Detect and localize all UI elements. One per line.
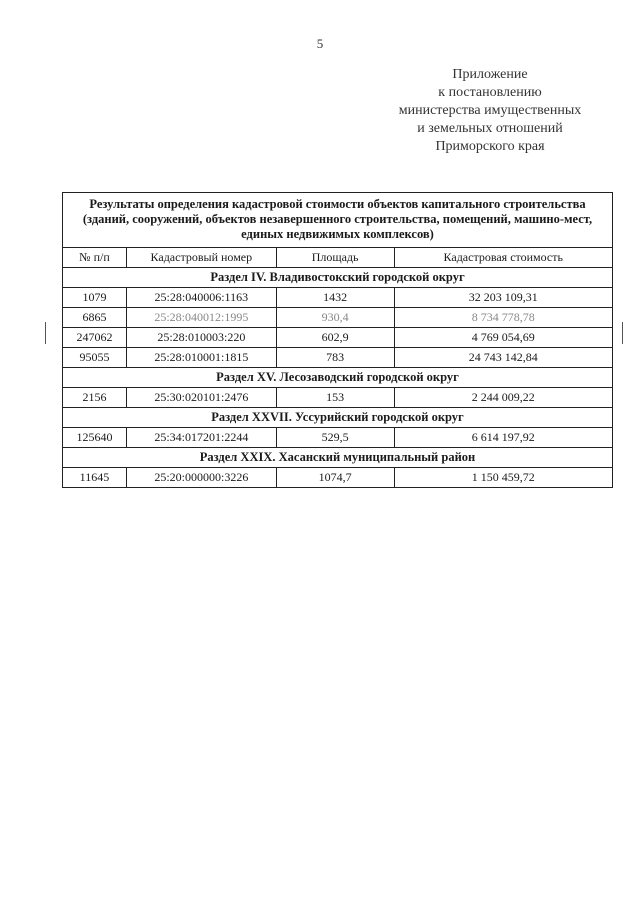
appendix-line: к постановлению [438,85,542,100]
cadastral-number: 25:28:040006:1163 [126,288,276,308]
row-number: 11645 [63,468,127,488]
area: 930,4 [276,308,394,328]
section-title: Раздел XV. Лесозаводский городской округ [63,368,613,388]
cadastral-value: 32 203 109,31 [394,288,613,308]
table-row [63,388,613,408]
cadastral-value: 2 244 009,22 [394,388,613,408]
column-header: Кадастровый номер [126,248,276,268]
section-title: Раздел IV. Владивостокский городской округ [63,268,613,288]
cadastral-value: 8 734 778,78 [394,308,613,328]
cadastral-table-wrapper [62,192,613,488]
cadastral-number: 25:28:010001:1815 [126,348,276,368]
table-row [63,468,613,488]
appendix-line: министерства имущественных [398,103,582,118]
table-row [63,328,613,348]
cadastral-value: 4 769 054,69 [394,328,613,348]
cadastral-value-table [62,192,613,488]
cadastral-number: 25:20:000000:3226 [126,468,276,488]
row-number: 95055 [63,348,127,368]
table-row [63,308,613,328]
cadastral-number: 25:28:010003:220 [126,328,276,348]
caption-line: Результаты определения кадастровой стоимости объектов капитального строительства [89,197,586,211]
section-title: Раздел XXIX. Хасанский муниципальный район [63,448,613,468]
cadastral-number: 25:34:017201:2244 [126,428,276,448]
cadastral-value: 6 614 197,92 [394,428,613,448]
table-row [63,348,613,368]
area: 783 [276,348,394,368]
row-number: 125640 [63,428,127,448]
scan-mark-left [45,322,46,344]
table-row [63,428,613,448]
table-row [63,288,613,308]
column-header: № п/п [63,248,127,268]
cadastral-number: 25:28:040012:1995 [126,308,276,328]
area: 1432 [276,288,394,308]
page-number: 5 [316,36,324,51]
caption-line: (зданий, сооружений, объектов незавершенного строительства, помещений, машино-мест, [82,212,593,226]
table-caption [63,193,613,248]
column-header: Площадь [276,248,394,268]
area: 529,5 [276,428,394,448]
row-number: 247062 [63,328,127,348]
row-number: 6865 [63,308,127,328]
appendix-block [380,66,600,156]
cadastral-value: 24 743 142,84 [394,348,613,368]
section-title: Раздел XXVII. Уссурийский городской округ [63,408,613,428]
row-number: 2156 [63,388,127,408]
caption-line: единых недвижимых комплексов) [241,227,434,241]
cadastral-value: 1 150 459,72 [394,468,613,488]
column-header: Кадастровая стоимость [394,248,613,268]
table-header-row [63,248,613,268]
appendix-line: Приложение [452,67,528,82]
area: 153 [276,388,394,408]
area: 602,9 [276,328,394,348]
cadastral-number: 25:30:020101:2476 [126,388,276,408]
scan-mark-right [622,322,623,344]
appendix-line: Приморского края [435,139,545,154]
area: 1074,7 [276,468,394,488]
appendix-line: и земельных отношений [417,121,563,136]
row-number: 1079 [63,288,127,308]
